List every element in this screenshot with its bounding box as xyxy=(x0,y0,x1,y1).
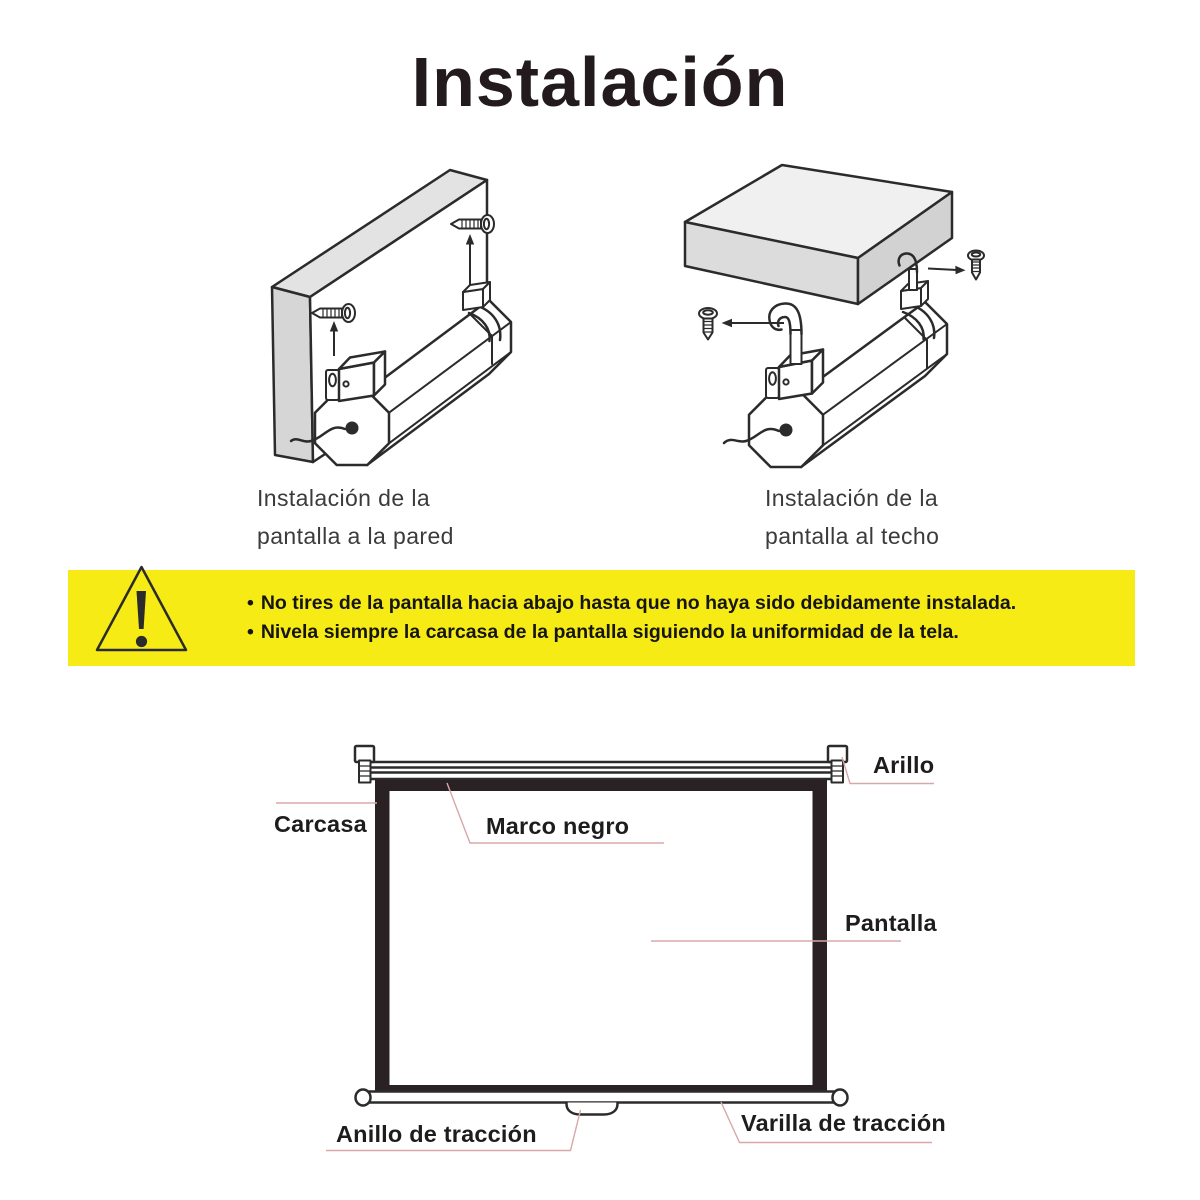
page-title: Instalación xyxy=(411,43,789,121)
caption-line: Instalación de la xyxy=(257,485,431,511)
pull-rod xyxy=(367,1092,836,1103)
wall-installation-drawing xyxy=(272,170,511,465)
direction-arrow-icon xyxy=(928,266,966,275)
direction-arrow-icon xyxy=(722,319,785,327)
warning-triangle-icon xyxy=(97,567,186,650)
bullet-dot: • xyxy=(247,592,254,614)
cord-outlet xyxy=(780,424,793,437)
bullet-dot: • xyxy=(247,621,254,643)
screw-icon xyxy=(699,308,717,340)
screen-casing-tube xyxy=(724,302,947,467)
wall-side-face xyxy=(272,287,313,462)
screw-icon xyxy=(968,251,984,280)
caption-line: pantalla a la pared xyxy=(257,523,454,549)
hook-icon xyxy=(769,303,801,364)
ceiling-installation-drawing xyxy=(685,165,984,467)
label-pantalla: Pantalla xyxy=(845,910,937,936)
rod-end-ring-left xyxy=(356,1090,371,1106)
pull-handle xyxy=(567,1103,618,1115)
warning-bullet-2: • Nivela siempre la carcasa de la pantalla siguiendo la uniformidad de la tela. xyxy=(247,621,959,643)
warning-text xyxy=(247,589,1016,647)
casing-bar xyxy=(366,762,836,779)
label-carcasa: Carcasa xyxy=(274,811,367,837)
cord-outlet xyxy=(346,422,359,435)
screen-parts-diagram xyxy=(355,746,848,1115)
label-marco-negro: Marco negro xyxy=(486,813,630,839)
label-arillo: Arillo xyxy=(873,752,935,778)
label-anillo-traccion: Anillo de tracción xyxy=(336,1121,537,1147)
rod-end-ring-right xyxy=(833,1090,848,1106)
label-varilla-traccion: Varilla de tracción xyxy=(741,1110,946,1136)
ceiling-installation-caption xyxy=(765,479,939,555)
warning-bullet-1: • No tires de la pantalla hacia abajo hasta que no haya sido debidamente instalada. xyxy=(247,592,1017,614)
wall-installation-caption xyxy=(257,479,454,555)
caption-line: pantalla al techo xyxy=(765,523,940,549)
caption-line: Instalación de la xyxy=(765,485,939,511)
